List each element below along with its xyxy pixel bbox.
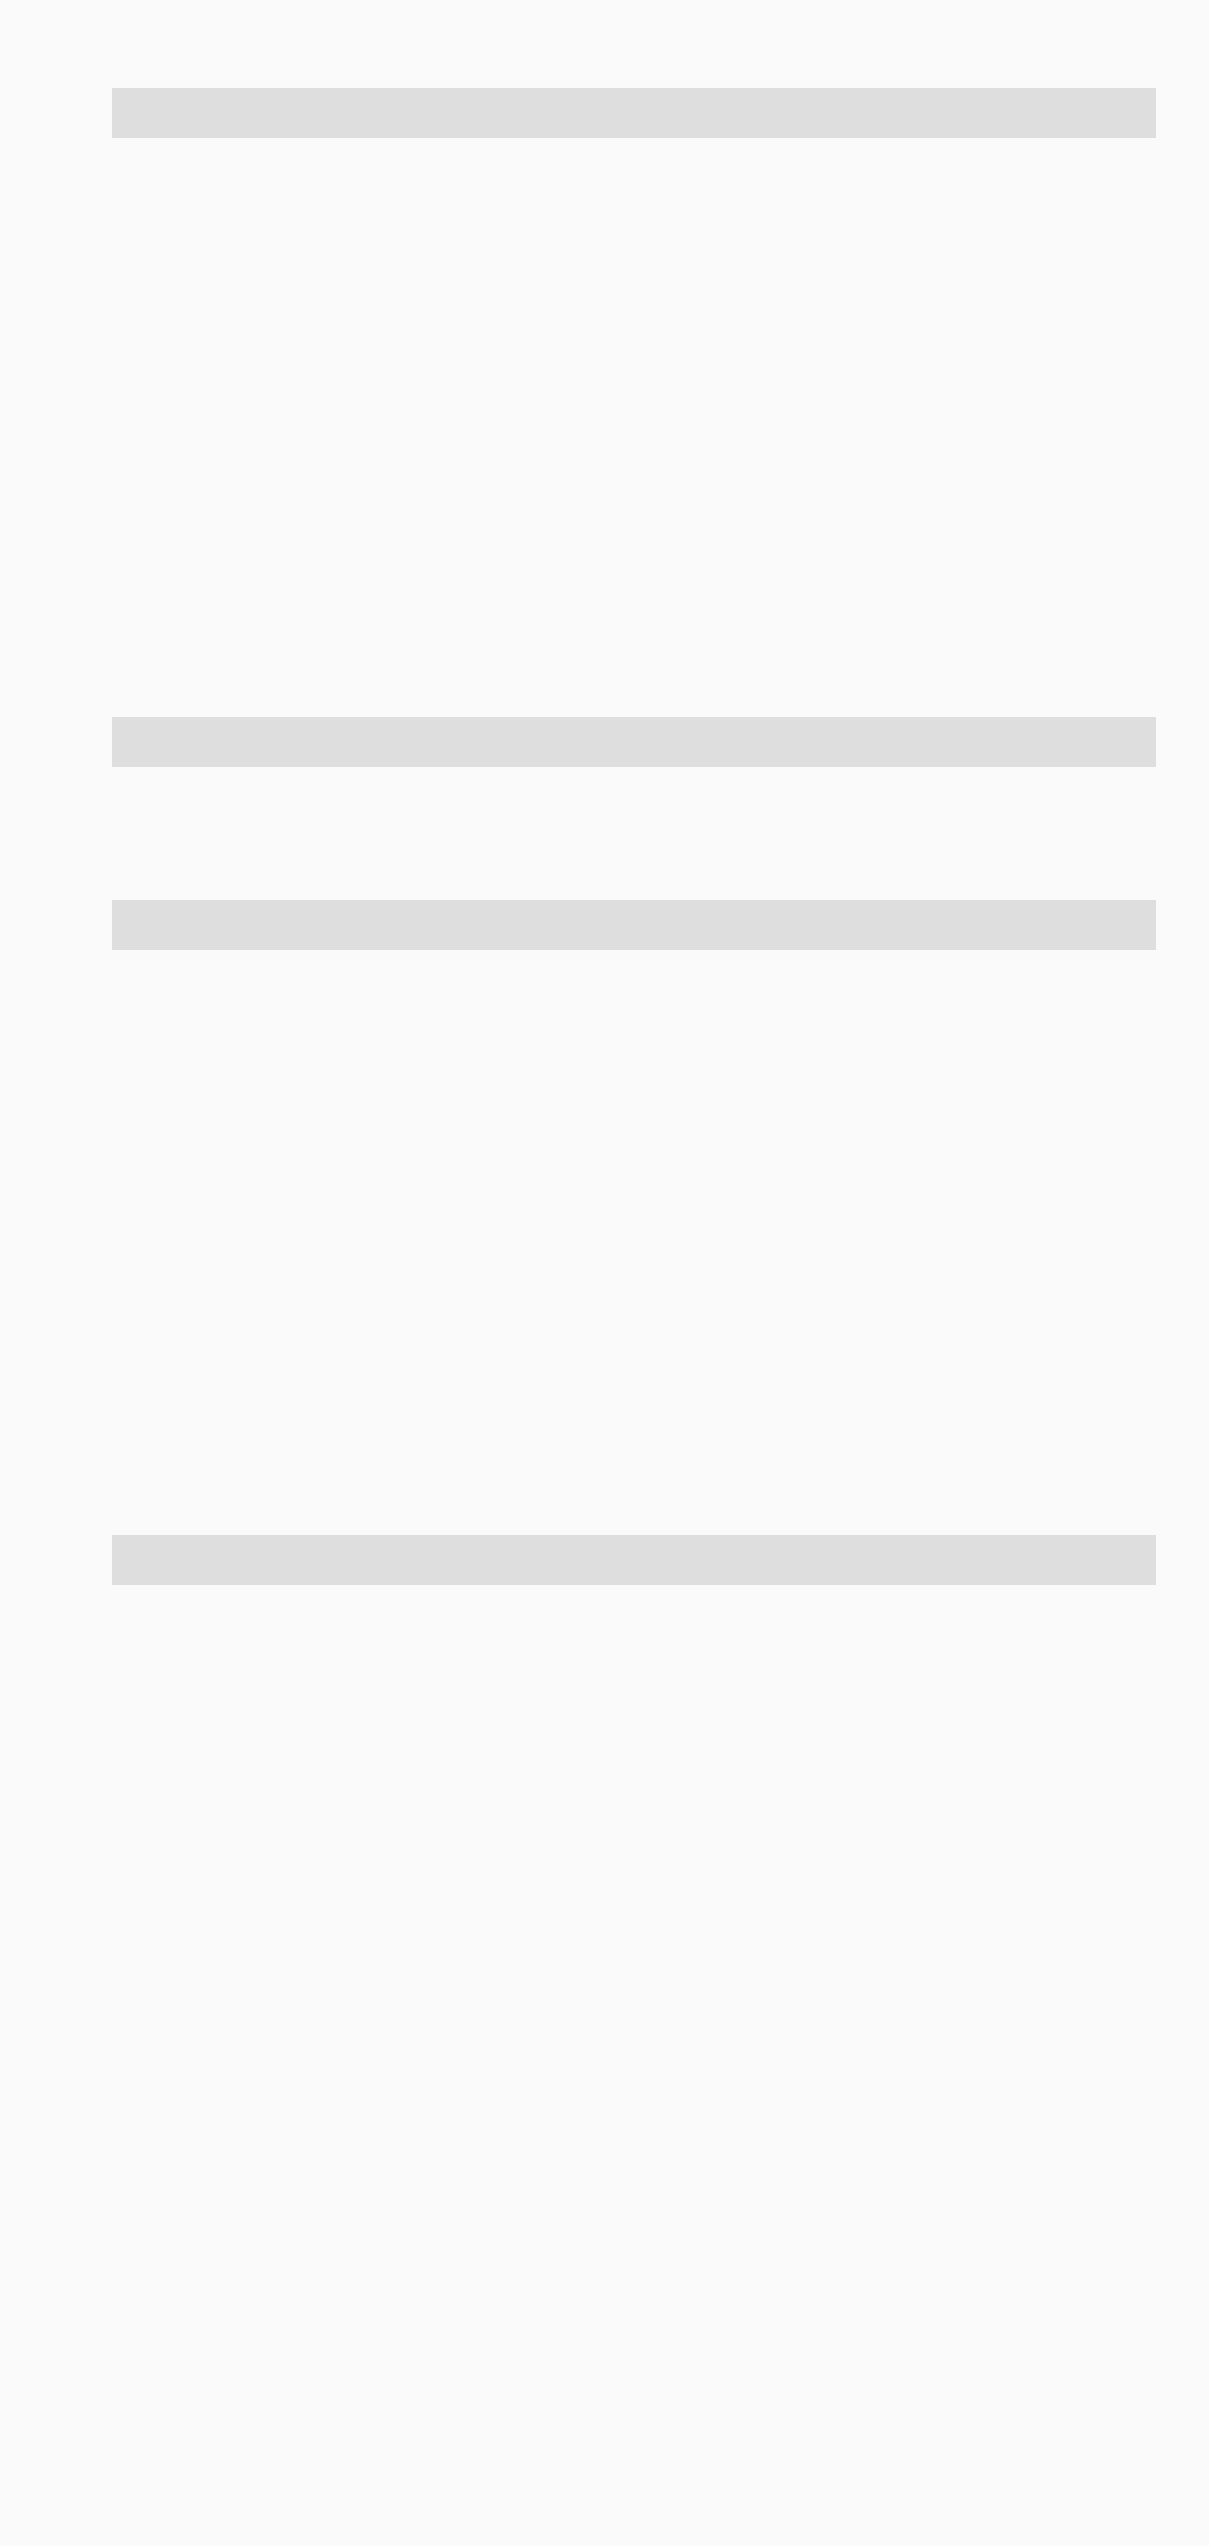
section-banner-grammar-focus (112, 88, 1156, 138)
section-banner-writing-guide (112, 1535, 1156, 1585)
section-banner-section-b-1a-1e (112, 717, 1156, 767)
section-banner-section-b-2a-2e (112, 900, 1156, 950)
